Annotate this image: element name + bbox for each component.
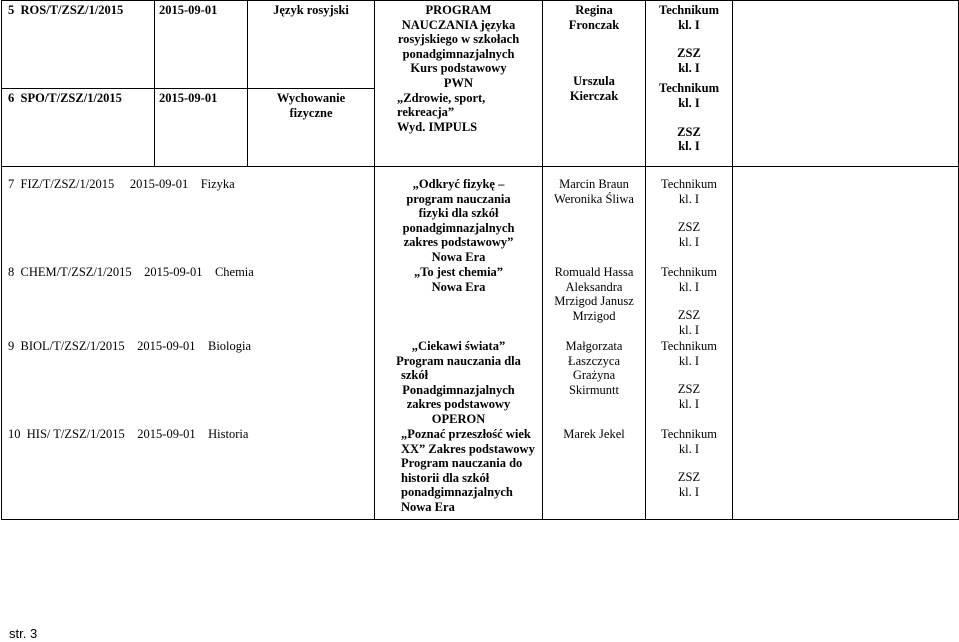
table-row <box>2 1 959 89</box>
notes-cell <box>733 1 959 167</box>
class-cell: Technikum kl. I ZSZ kl. I Technikum kl. I ZSZ kl. I Technikum kl. I ZSZ kl. I Technikum kl. I ZSZ kl. I <box>646 167 733 520</box>
program-info-cell: 7 FIZ/T/ZSZ/1/2015 2015-09-01 Fizyka 8 CHEM/T/ZSZ/1/2015 2015-09-01 Chemia 9 BIOL/T/ZSZ/1/2015 2015-09-01 Biologia 10 HIS/ T/ZSZ/1/2015 2015-09-01 Historia <box>2 167 375 520</box>
page-number: str. 3 <box>9 626 38 641</box>
program-number-cell: 6 SPO/T/ZSZ/1/2015 <box>2 89 155 167</box>
notes-cell <box>733 167 959 520</box>
program-number-cell: 5 ROS/T/ZSZ/1/2015 <box>2 1 155 89</box>
subject-cell: Język rosyjski <box>248 1 375 89</box>
class-cell: Technikum kl. I ZSZ kl. I Technikum kl. I ZSZ kl. I <box>646 1 733 167</box>
curriculum-table <box>1 0 959 520</box>
subject-cell: Wychowanie fizyczne <box>248 89 375 167</box>
date-cell: 2015-09-01 <box>155 89 248 167</box>
program-cell: „Odkryć fizykę – program nauczania fizyki dla szkół ponadgimnazjalnych zakres podstawowy” Nowa Era „To jest chemia” Nowa Era „Ciekawi świata” Program nauczania dla szkół Ponadgimnazjalnych zakres podstawowy OPERON „Poznać przeszłość wiek XX” Zakres podstawowy Program nauczania do historii dla szkół ponadgimnazjalnych Nowa Era <box>375 167 543 520</box>
teacher-cell: Regina Fronczak Urszula Kierczak <box>543 1 646 167</box>
date-cell: 2015-09-01 <box>155 1 248 89</box>
table-row <box>2 167 959 520</box>
teacher-cell: Marcin Braun Weronika Śliwa Romuald Hassa Aleksandra Mrzigod Janusz Mrzigod Małgorzata Łaszczyca Grażyna Skirmuntt Marek Jekel <box>543 167 646 520</box>
program-cell: PROGRAM NAUCZANIA języka rosyjskiego w szkołach ponadgimnazjalnych Kurs podstawowy PWN „Zdrowie, sport, rekreacja” Wyd. IMPULS <box>375 1 543 167</box>
